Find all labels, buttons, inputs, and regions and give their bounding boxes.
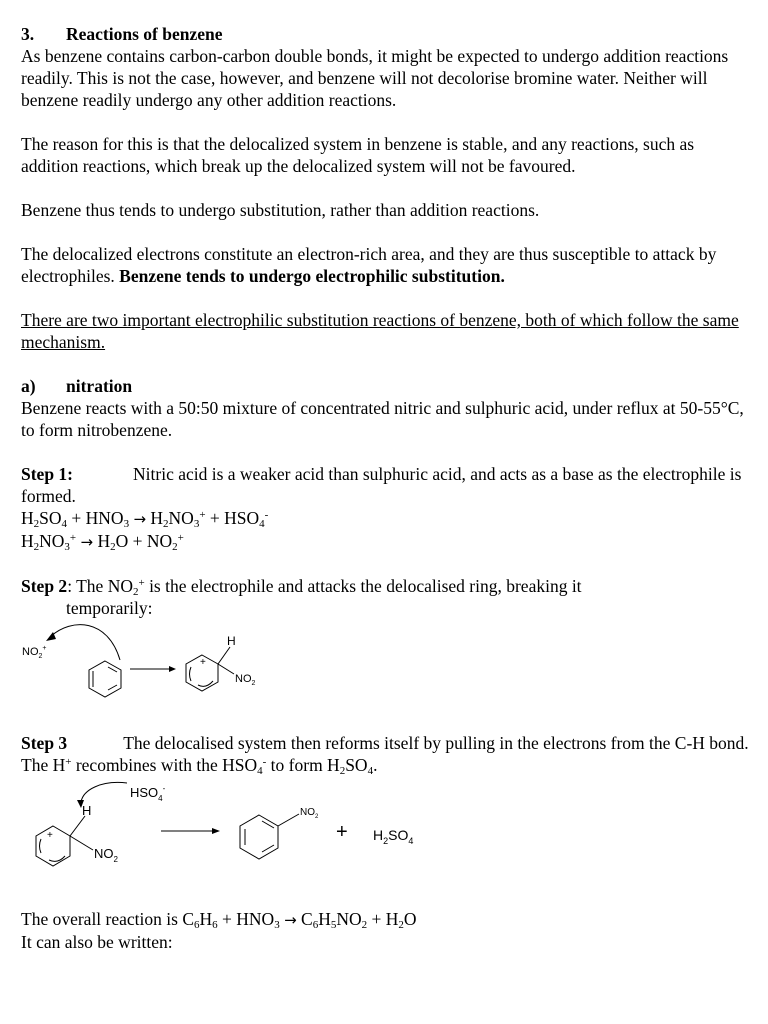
forward-arrow <box>169 666 176 672</box>
step2-mechanism-diagram <box>20 619 280 707</box>
step1-label: Step 1: <box>21 464 74 484</box>
step3-label: Step 3 <box>21 733 68 753</box>
electrophiles-text: The delocalized electrons constitute an electron-rich area, and they are thus susceptible to attack by electrophiles. <box>21 244 717 286</box>
no2-label: $NO_2$ <box>235 673 256 687</box>
h2so4-label: $H_2SO_4$ <box>373 827 414 846</box>
reaction-arrow: → <box>284 911 297 929</box>
electrophilic-substitution-bold: Benzene tends to undergo electrophilic substitution. <box>119 266 505 286</box>
forward-arrow <box>212 828 220 834</box>
plus-charge: + <box>200 657 206 668</box>
plus-charge: + <box>47 830 53 841</box>
overall-reaction: The overall reaction is $C_6H_6 + HNO_3 \to C_6H_5NO_2 + H_2O$ <box>21 909 417 931</box>
paragraph-two-reactions: There are two important electrophilic substitution reactions of benzene, both of which follow the same mechanism. <box>21 310 739 352</box>
nitration-title: nitration <box>66 376 133 396</box>
nitrobenzene-ring <box>240 814 299 859</box>
step2-label: Step 2 <box>21 576 68 596</box>
equation-2: $H_2NO_3^+ \to H_2O + NO_2^+$ <box>21 531 184 553</box>
paragraph-addition: As benzene contains carbon-carbon double bonds, it might be expected to undergo addition reactions readily. This is not the case, however, and benzene will not decolorise bromine water. Neither will benzene readily undergo any other addition reactions. <box>21 46 729 110</box>
step2-continuation: temporarily: <box>66 598 153 618</box>
nitration-heading <box>21 375 751 397</box>
section-number: 3. <box>21 24 35 44</box>
reaction-arrow: → <box>133 510 147 528</box>
paragraph-stability: The reason for this is that the delocalized system in benzene is stable, and any reactions, such as addition reactions, which break up the delocalized system will not be favoured. <box>21 134 695 176</box>
plus-sign: + <box>336 821 348 843</box>
no2-label: $NO_2$ <box>94 846 118 864</box>
section-title: Reactions of benzene <box>66 24 223 44</box>
hydrogen-label: H <box>82 803 92 818</box>
section-heading <box>21 23 751 45</box>
equation-1: $H_2SO_4 + HNO_3 \to H_2NO_3^+ + HSO_4^-$ <box>21 508 269 530</box>
reaction-arrow: → <box>80 533 94 551</box>
step3-paragraph <box>21 732 751 754</box>
step3-mechanism-diagram <box>23 778 443 888</box>
intermediate-ring <box>186 647 234 691</box>
document-page <box>21 23 751 953</box>
step3-recombine: The H+ recombines with the $HSO_4^-$ to form $H_2SO_4$. <box>21 755 378 777</box>
no2-plus-label: $NO_2^+$ <box>22 645 47 660</box>
no2-label: $NO_2$ <box>300 807 319 820</box>
intermediate-ring <box>36 816 93 866</box>
also-written: It can also be written: <box>21 932 173 952</box>
curved-arrow <box>81 782 127 802</box>
paragraph-electrophiles <box>21 243 751 287</box>
step1-paragraph <box>21 463 751 507</box>
step3-text: The delocalised system then reforms itself by pulling in the electrons from the C-H bond. <box>123 733 749 753</box>
step1-text: Nitric acid is a weaker acid than sulphuric acid, and acts as a base as the electrophile is formed. <box>21 464 742 506</box>
benzene-ring <box>89 661 121 697</box>
hydrogen-label: H <box>227 634 236 648</box>
nitration-intro: Benzene reacts with a 50:50 mixture of concentrated nitric and sulphuric acid, under reflux at 50-55°C, to form nitrobenzene. <box>21 398 744 440</box>
nitration-label: a) <box>21 376 36 396</box>
curved-arrow <box>50 625 120 660</box>
step2-paragraph: Step 2: The $NO_2^+$ is the electrophile and attacks the delocalised ring, breaking it <box>21 576 582 598</box>
paragraph-substitution: Benzene thus tends to undergo substitution, rather than addition reactions. <box>21 200 540 220</box>
hso4-minus-label: $HSO_4^-$ <box>130 784 166 803</box>
